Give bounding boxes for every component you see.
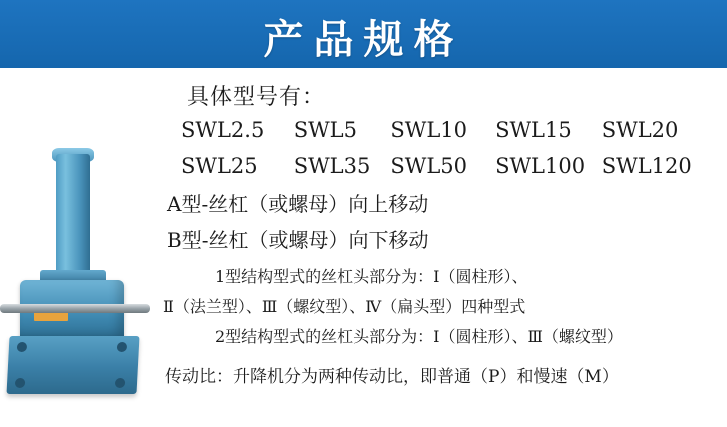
- model-row-2: [181, 154, 692, 178]
- model-item: SWL25: [181, 154, 258, 178]
- structure-1b-line: Ⅱ（法兰型）、Ⅲ（螺纹型）、Ⅳ（扁头型）四种型式: [163, 297, 526, 316]
- type-b-line: B型-丝杠（或螺母）向下移动: [167, 228, 429, 252]
- input-shaft-icon: [0, 304, 150, 313]
- product-photo: [0, 68, 165, 427]
- model-item: SWL5: [293, 118, 357, 142]
- model-item: SWL35: [293, 154, 371, 178]
- specification-text: [165, 68, 727, 427]
- model-item: SWL120: [601, 154, 692, 178]
- type-a-line: A型-丝杠（或螺母）向上移动: [167, 192, 429, 216]
- model-item: SWL2.5: [181, 118, 265, 142]
- structure-2-line: 2型结构型式的丝杠头部分为：Ⅰ（圆柱形）、Ⅲ（螺纹型）: [215, 327, 623, 346]
- model-item: SWL15: [495, 118, 572, 142]
- model-item: SWL20: [601, 118, 679, 142]
- title-bar: [0, 0, 727, 68]
- model-item: SWL50: [390, 154, 468, 178]
- structure-1-line: 1型结构型式的丝杠头部分为：Ⅰ（圆柱形）、: [215, 267, 528, 286]
- screw-column-icon: [56, 154, 90, 288]
- base-plate-icon: [6, 336, 139, 394]
- model-item: SWL100: [495, 154, 586, 178]
- model-item: SWL10: [390, 118, 468, 142]
- transmission-ratio-line: 传动比：升降机分为两种传动比，即普通（P）和慢速（M）: [165, 367, 619, 387]
- models-heading: 具体型号有：: [187, 85, 326, 110]
- model-row-1: [181, 118, 678, 142]
- page-title: 产品规格: [263, 16, 464, 63]
